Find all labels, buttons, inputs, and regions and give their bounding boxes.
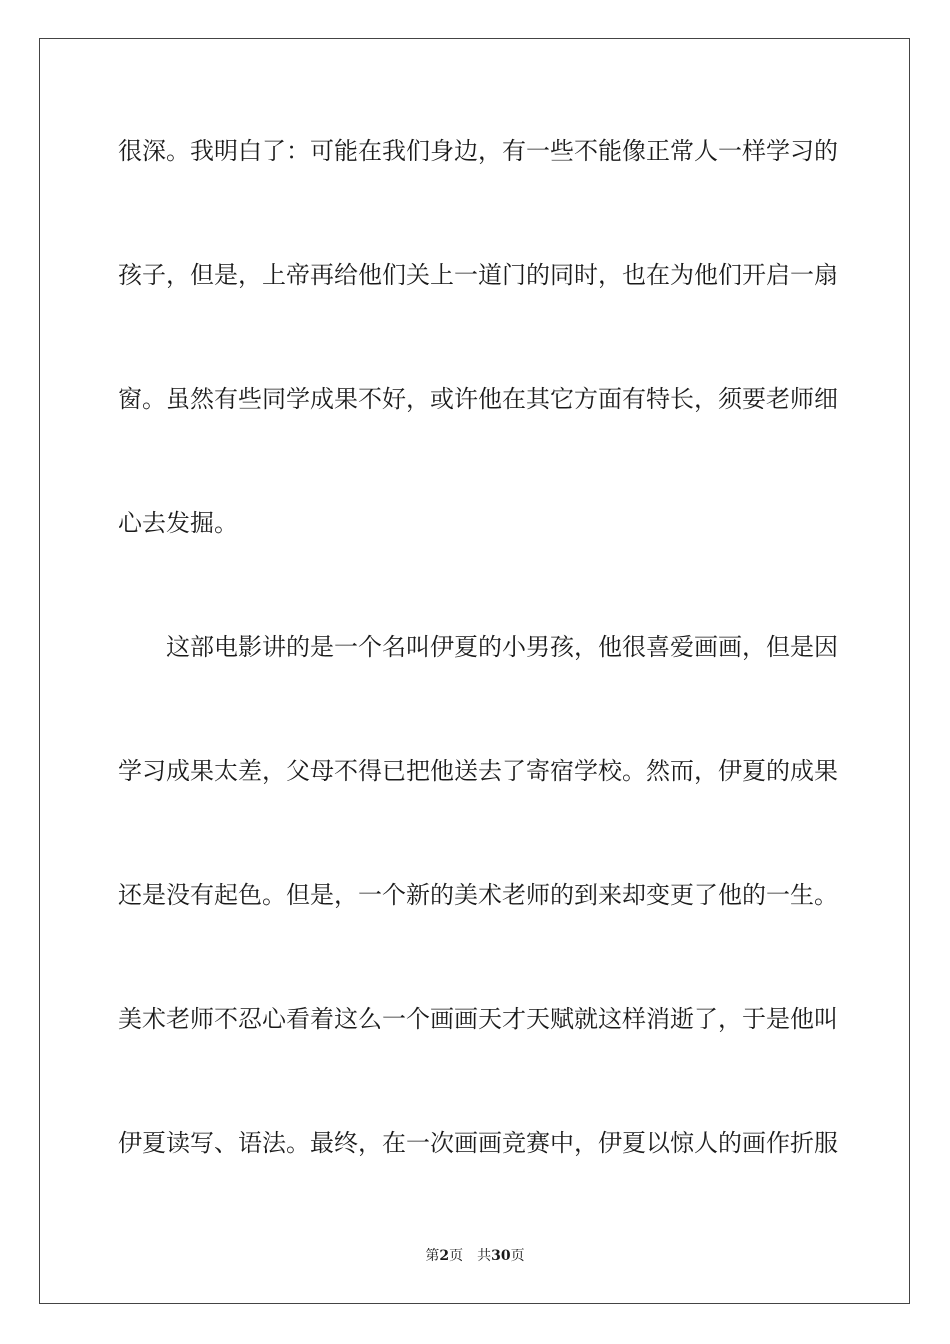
footer-page-prefix: 第 (425, 1248, 440, 1264)
footer-page-suffix: 页 (449, 1248, 464, 1264)
body-text-line: 很深。我明白了：可能在我们身边，有一些不能像正常人一样学习的 (118, 137, 838, 165)
body-text-line: 心去发掘。 (118, 509, 238, 537)
body-text-line: 孩子，但是，上帝再给他们关上一道门的同时，也在为他们开启一扇 (118, 261, 838, 289)
footer-total-prefix: 共 (477, 1248, 492, 1264)
body-text-line: 窗。虽然有些同学成果不好，或许他在其它方面有特长，须要老师细 (118, 385, 838, 413)
body-text-line: 伊夏读写、语法。最终，在一次画画竞赛中，伊夏以惊人的画作折服 (118, 1129, 838, 1157)
page-frame (39, 38, 910, 1304)
footer-total-suffix: 页 (510, 1248, 525, 1264)
footer-total-pages: 30 (491, 1248, 511, 1264)
paragraph-first-line: 这部电影讲的是一个名叫伊夏的小男孩，他很喜爱画画，但是因 (166, 633, 838, 661)
body-text-line: 还是没有起色。但是，一个新的美术老师的到来却变更了他的一生。 (118, 881, 838, 909)
body-text-line: 学习成果太差，父母不得已把他送去了寄宿学校。然而，伊夏的成果 (118, 757, 838, 785)
footer-page-number: 2 (439, 1248, 450, 1264)
page-footer (0, 1247, 950, 1265)
body-text-line: 美术老师不忍心看着这么一个画画天才天赋就这样消逝了，于是他叫 (118, 1005, 838, 1033)
